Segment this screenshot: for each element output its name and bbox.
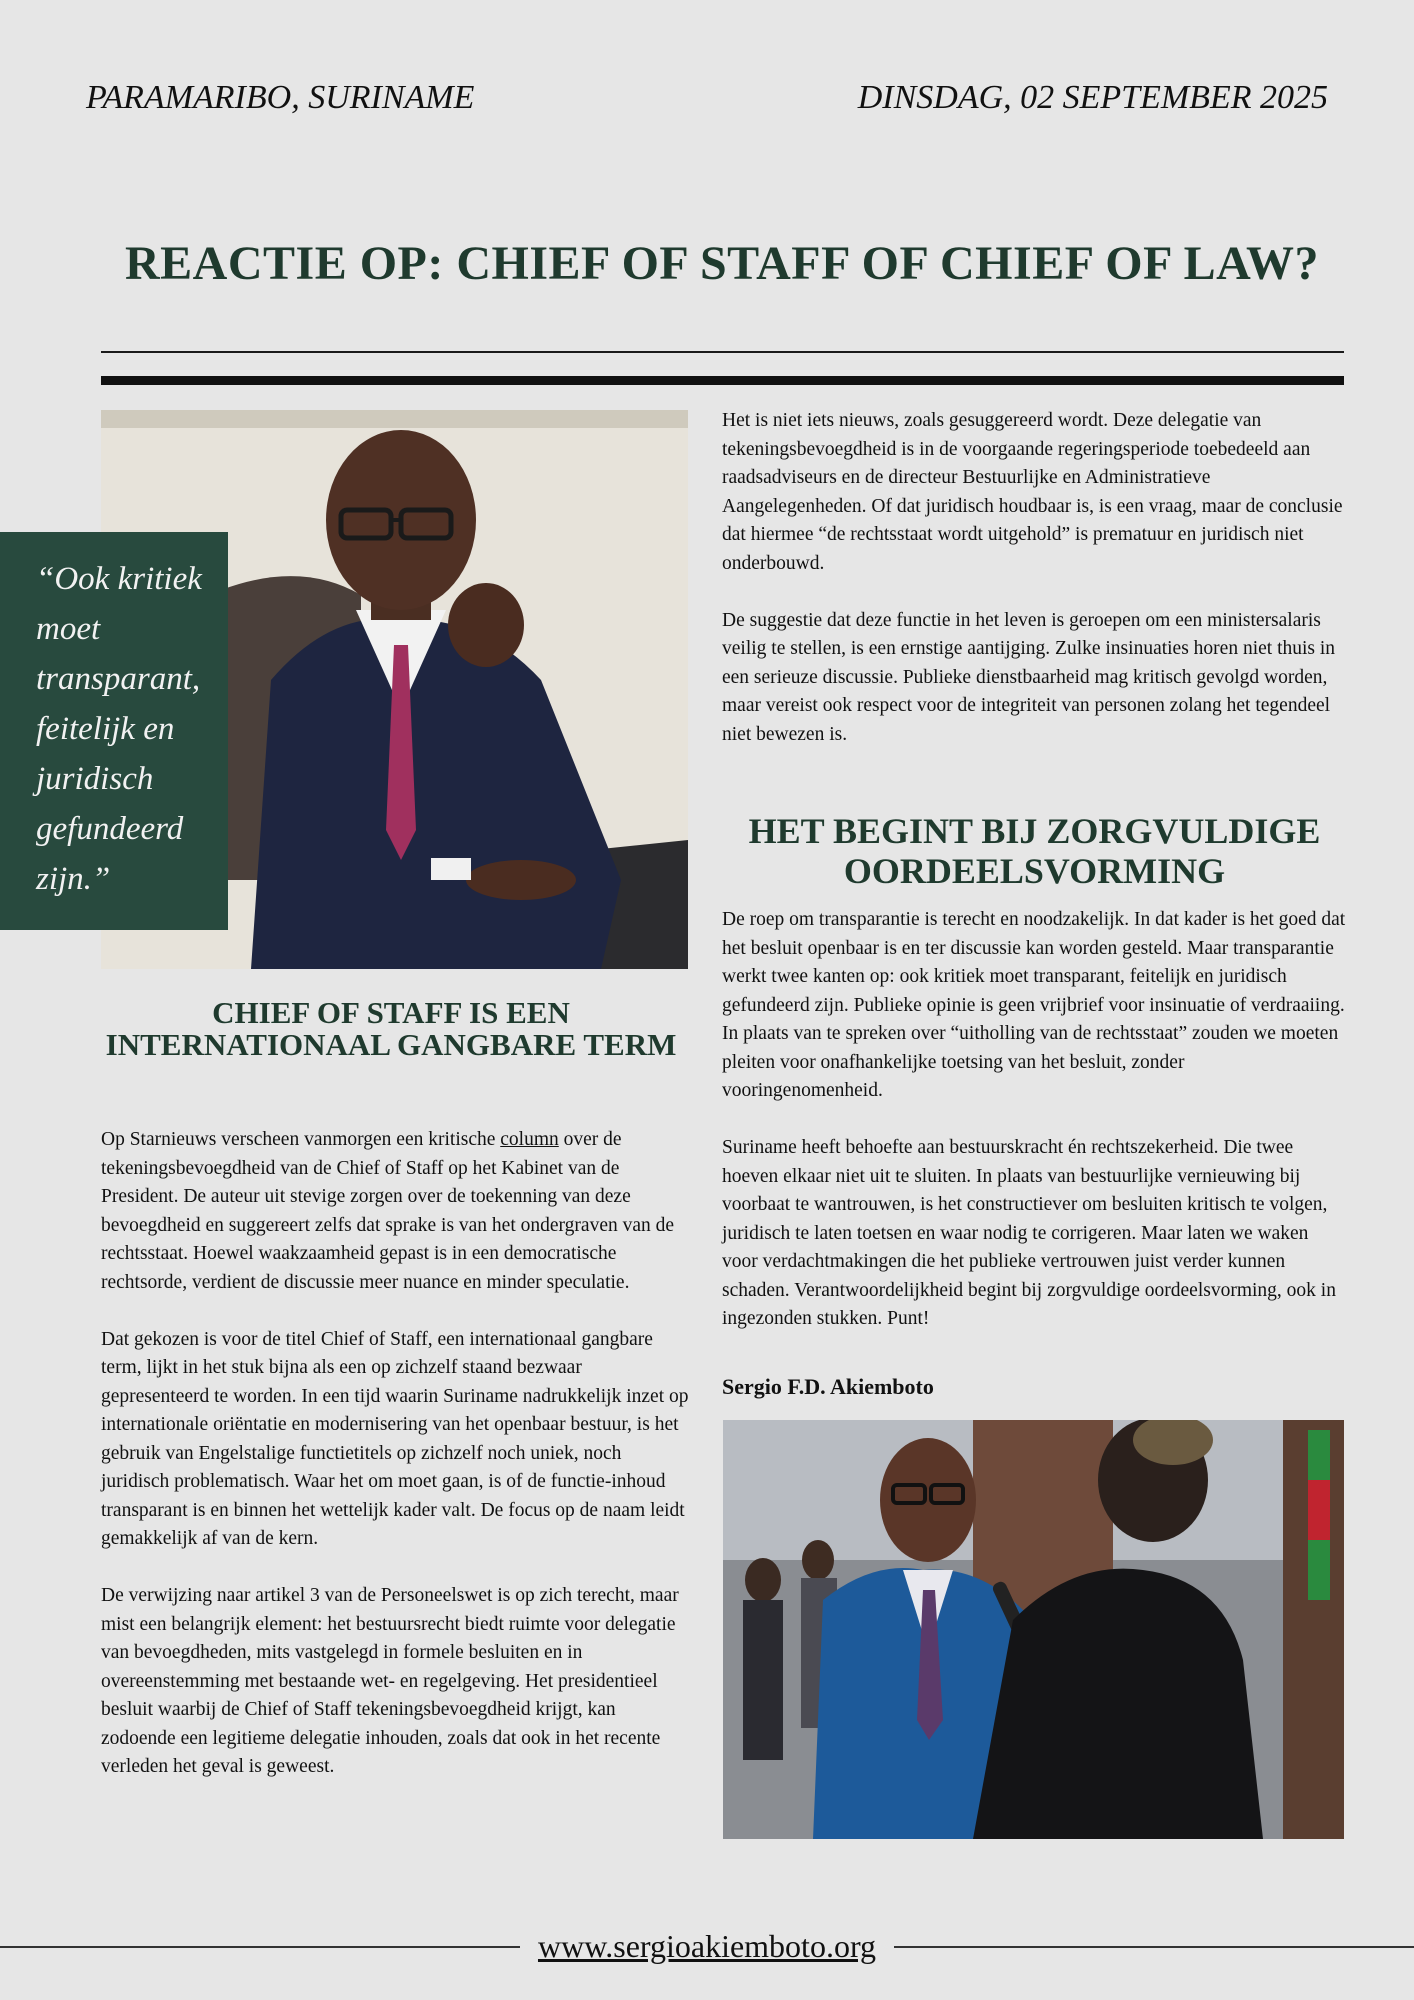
paragraph: De suggestie dat deze functie in het leven is geroepen om een ministersalaris veilig te stellen, is een ernstige aantijging. Zulke insinuaties horen niet thuis in een serieuze discussie. Publieke dienstbaarheid mag kritisch gevolgd worden, maar vereist ook respect voor de integriteit van personen zolang het tegendeel niet bewezen is. [722,609,1336,745]
section-heading-oordeelsvorming: HET BEGINT BIJ ZORGVULDIGE OORDEELSVORMING [748,811,1321,891]
dateline-city: PARAMARIBO, SURINAME [86,79,475,116]
website-link[interactable]: www.sergioakiemboto.org [537,1928,877,1964]
interview-photo [723,1420,1344,1839]
paragraph-text: Op Starnieuws verscheen vanmorgen een kritische [101,1129,501,1150]
paragraph: Suriname heeft behoefte aan bestuurskracht én rechtszekerheid. Die twee hoeven elkaar niet uit te sluiten. In plaats van bestuurlijke vernieuwing bij voorbaat te wantrouwen, is het constructiever om besluiten kritisch te volgen, juridisch te laten toetsen en waar nodig te corrigeren. Maar laten we waken voor verdachtmakingen die het publieke vertrouwen juist verder kunnen schaden. Verantwoordelijkheid begint bij zorgvuldige oordeelsvorming, ook in ingezonden stukken. Punt! [722,1137,1336,1329]
pull-quote-box [0,532,228,930]
dateline-date: DINSDAG, 02 SEPTEMBER 2025 [857,79,1328,116]
right-column-text-top [722,407,1347,778]
paragraph [101,1126,691,1297]
column-link[interactable]: column [500,1129,559,1150]
paragraph: Dat gekozen is voor de titel Chief of Staff, een internationaal gangbare term, lijkt in het stuk bijna als een op zichzelf staand bezwaar gepresenteerd te worden. In een tijd waarin Suriname nadrukkelijk inzet op internationale oriëntatie en modernisering van het openbaar bestuur, is het gebruik van Engelstalige functietitels op zichzelf noch uniek, noch juridisch problematisch. Waar het om moet gaan, is of de functie-inhoud transparant is en binnen het wettelijk kader valt. De focus op de naam leidt gemakkelijk af van de kern. [101,1328,689,1549]
paragraph: De roep om transparantie is terecht en noodzakelijk. In dat kader is het goed dat het besluit openbaar is en ter discussie kan worden gesteld. Maar transparantie werkt twee kanten op: ook kritiek moet transparant, feitelijk en juridisch gefundeerd zijn. Publieke opinie is geen vrijbrief voor insinuatie of verdraaiing. In plaats van te spreken over “uitholling van de rechtsstaat” zouden we moeten pleiten voor onafhankelijke toetsing van het besluit, zonder vooringenomenheid. [722,909,1346,1101]
footer-rule-right [894,1946,1414,1948]
author-name: Sergio F.D. Akiemboto [722,1374,934,1399]
page-title: REACTIE OP: CHIEF OF STAFF OF CHIEF OF LAW? [125,237,1319,290]
divider-thick [101,376,1344,385]
right-column-text-bottom [722,906,1347,1362]
paragraph: De verwijzing naar artikel 3 van de Personeelswet is op zich terecht, maar mist een belangrijk element: het bestuursrecht biedt ruimte voor delegatie van bevoegdheden, mits vastgelegd in formele besluiten en in overeenstemming met bestaande wet- en regelgeving. Het presidentieel besluit waarbij de Chief of Staff tekeningsbevoegdheid krijgt, kan zodoende een legitieme delegatie inhouden, zoals dat ook in het recente verleden het geval is geweest. [101,1585,679,1777]
divider-thin [101,351,1344,353]
paragraph: Het is niet iets nieuws, zoals gesuggereerd wordt. Deze delegatie van tekeningsbevoegdheid is in de voorgaande regeringsperiode toebedeeld aan raadsadviseurs en de directeur Bestuurlijke en Administratieve Aangelegenheden. Of dat juridisch houdbaar is, is een vraag, maar de conclusie dat hiermee “de rechtsstaat wordt uitgehold” is prematuur en juridisch niet onderbouwd. [722,410,1343,574]
paragraph-text: over de tekeningsbevoegdheid van de Chief of Staff op het Kabinet van de President. De auteur uit stevige zorgen over de toekenning van deze bevoegdheid en suggereert zelfs dat sprake is van het ondergraven van de rechtsstaat. Hoewel waakzaamheid gepast is in een democratische rechtsorde, verdient de discussie meer nuance en minder speculatie. [101,1129,675,1293]
footer-rule-left [0,1946,520,1948]
left-column-text [101,1126,691,1810]
section-heading-chief-of-staff: CHIEF OF STAFF IS EEN INTERNATIONAAL GANGBARE TERM [105,995,677,1062]
pull-quote: “Ook kritiek moet transparant, feitelijk en juridisch gefundeerd zijn.” [36,561,202,897]
